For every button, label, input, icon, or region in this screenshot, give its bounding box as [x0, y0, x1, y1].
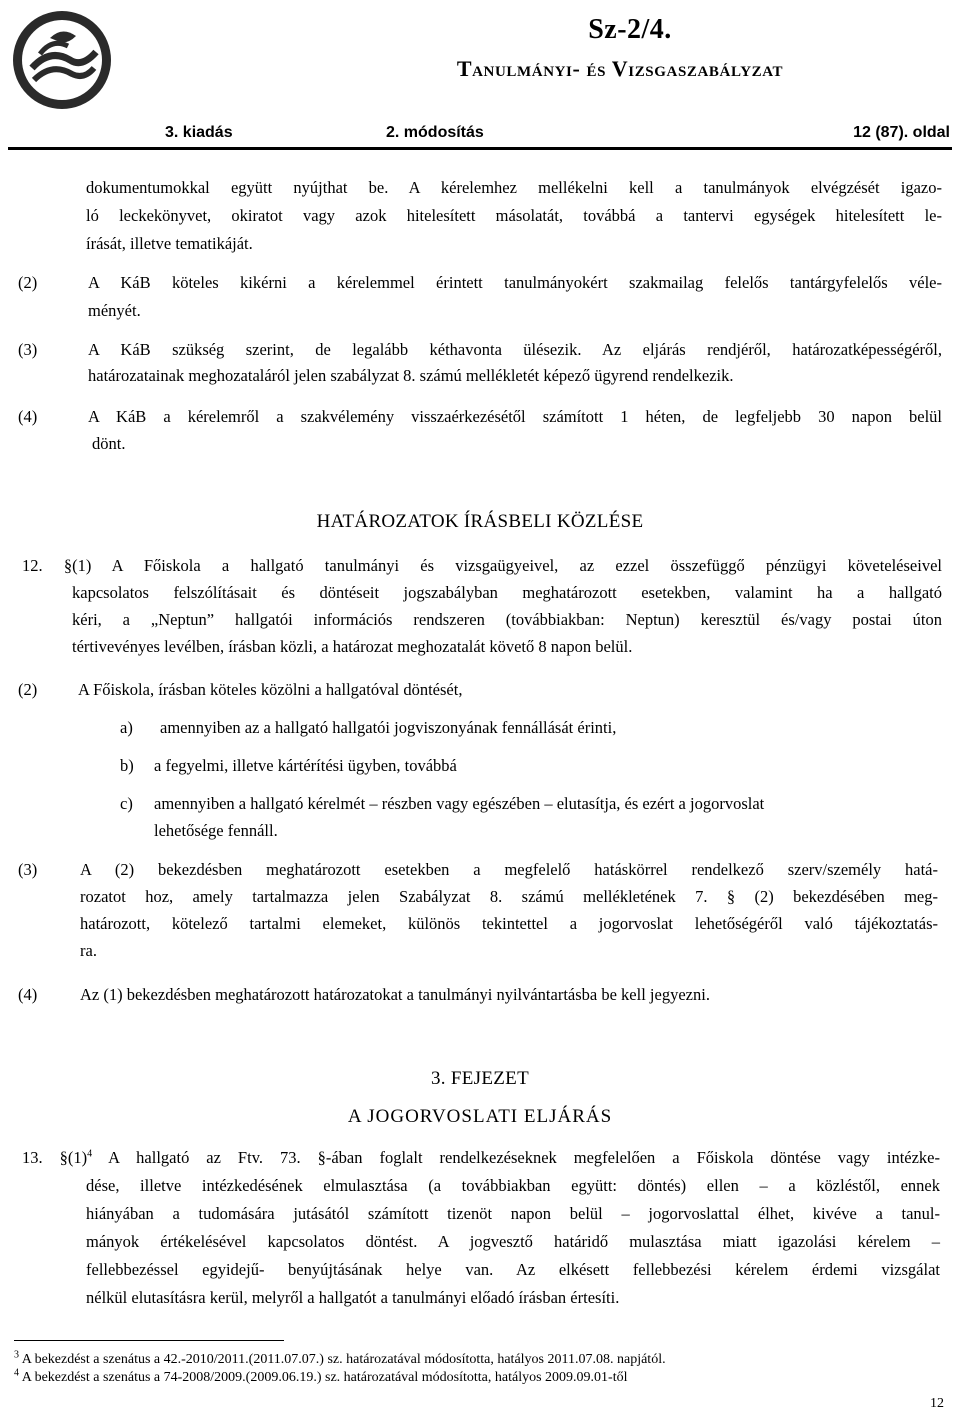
paragraph-number: (4) [18, 407, 38, 426]
institution-logo-icon [10, 8, 115, 113]
list-marker: c) [120, 794, 133, 813]
document-title: Tanulmányi- és Vizsgaszabályzat [456, 56, 784, 81]
header-divider [8, 147, 952, 150]
text-line: fellebbezéssel egyidejű- benyújtásának helye van. Az elkésett fellebbezési kérelem érdemi vizsgálat [86, 1260, 940, 1279]
footnote-divider [14, 1340, 284, 1341]
text-line: A KáB a kérelemről a szakvélemény visszaérkezésétől számított 1 héten, de legfeljebb 30 napon belül [88, 407, 942, 426]
footnote: $^4$ A bekezdést a szenátus a 74-2008/2009.(2009.06.19.) sz. határozatával módosította, hatályos 2009.09.01-től [14, 1367, 628, 1385]
text-line: A KáB szükség szerint, de legalább kéthavonta ülésezik. Az eljárás rendjéről, határozatképességéről, [88, 340, 942, 359]
text-line: kapcsolatos felszólításait és döntéseit jogszabályban meghatározott esetekben, valamint ha a hallgató [72, 583, 942, 602]
list-item: a fegyelmi, illetve kártérítési ügyben, továbbá [154, 756, 457, 775]
section-heading: HATÁROZATOK ÍRÁSBELI KÖZLÉSE [316, 511, 644, 532]
text-line: nélkül elutasításra kerül, melyről a hallgatót a tanulmányi előadó írásban értesíti. [86, 1288, 620, 1307]
text-line: dönt. [92, 434, 126, 453]
text-line: írását, illetve tematikáját. [86, 234, 253, 253]
page-number: 12 [930, 1396, 944, 1411]
text-line: A KáB köteles kikérni a kérelemmel érintett tanulmányokért szakmailag felelős tantárgyfelelős véle- [88, 273, 942, 292]
list-item: amennyiben a hallgató kérelmét – részben vagy egészében – elutasítja, és ezért a jogorvoslat [154, 794, 765, 813]
footnote-ref: 4 [87, 1148, 93, 1160]
text-line: dése, illetve intézkedésének elmulasztása (a továbbiakban együtt: döntés) ellen – a közléstől, ennek [86, 1176, 940, 1195]
text-line: Az (1) bekezdésben meghatározott határozatokat a tanulmányi nyilvántartásba be kell jegyezni. [80, 985, 710, 1004]
paragraph-number: (3) [18, 860, 38, 879]
text-line: kéri, a „Neptun” hallgatói információs rendszeren (továbbiakban: Neptun) keresztül és/vagy postai úton [72, 610, 942, 629]
text-line: dokumentumokkal együtt nyújthat be. A kérelemhez mellékelni kell a tanulmányok elvégzését igazo- [86, 178, 942, 197]
paragraph-number: (4) [18, 985, 38, 1004]
list-marker: a) [120, 718, 133, 737]
text-line: rozatot hoz, amely tartalmazza jelen Szabályzat 8. számú mellékletének 7. § (2) bekezdésében meg- [80, 887, 938, 906]
text-line: ra. [80, 941, 97, 960]
list-marker: b) [120, 756, 134, 775]
page-label: 12 (87). oldal [853, 124, 950, 141]
text-line: A (2) bekezdésben meghatározott esetekben a megfelelő hatáskörrel rendelkező szerv/személy hatá- [80, 860, 938, 879]
paragraph-number: (3) [18, 340, 38, 359]
text-line: határozott, kötelező tartalmi elemeket, különös tekintettel a jogorvoslat lehetőségéről való tájékoztatás- [80, 914, 938, 933]
list-item: lehetősége fennáll. [154, 821, 278, 840]
text-line: A Főiskola, írásban köteles közölni a hallgatóval döntését, [78, 680, 463, 699]
text-line: mányok értékelésével kapcsolatos döntést. A jogvesztő határidő mulasztása miatt igazolási kérelem – [86, 1232, 940, 1251]
chapter-number: 3. FEJEZET [431, 1068, 529, 1089]
text-line: 12. §(1) A Főiskola a hallgató tanulmányi és vizsgaügyeivel, az ezzel összefüggő pénzügyi követeléseivel [22, 556, 942, 575]
paragraph-number: (2) [18, 273, 38, 292]
text-line: hiányában a tudomására jutásától számított tizenöt napon belül – jogorvoslattal élhet, kivéve a tanul- [86, 1204, 940, 1223]
footnote: $^3$ A bekezdést a szenátus a 42.-2010/2011.(2011.07.07.) sz. határozatával módosította, hatályos 2011.07.08. napjától. [14, 1349, 666, 1367]
text-line: ló leckekönyvet, okiratot vagy azok hitelesített másolatát, továbbá a tantervi egységek hitelesített le- [86, 206, 942, 225]
edition-label: 3. kiadás [165, 124, 233, 141]
paragraph-number: (2) [18, 680, 38, 699]
chapter-title: A JOGORVOSLATI ELJÁRÁS [347, 1106, 613, 1127]
text-line: határozatainak meghozataláról jelen szabályzat 8. számú mellékletét képező ügyrend rendelkezik. [88, 366, 734, 385]
list-item: amennyiben az a hallgató hallgatói jogviszonyának fennállását érinti, [160, 718, 617, 737]
text-line: ményét. [88, 301, 141, 320]
revision-label: 2. módosítás [386, 124, 484, 141]
text-line: tértivevényes levélben, írásban közli, a határozat meghozatalát követő 8 napon belül. [72, 637, 633, 656]
document-code: Sz-2/4. [588, 14, 672, 45]
text-line: 13. $\S(1)^4$ A hallgató az Ftv. 73. §-ában foglalt rendelkezéseknek megfelelően a Főiskola döntése vagy intézke- [22, 1148, 940, 1167]
